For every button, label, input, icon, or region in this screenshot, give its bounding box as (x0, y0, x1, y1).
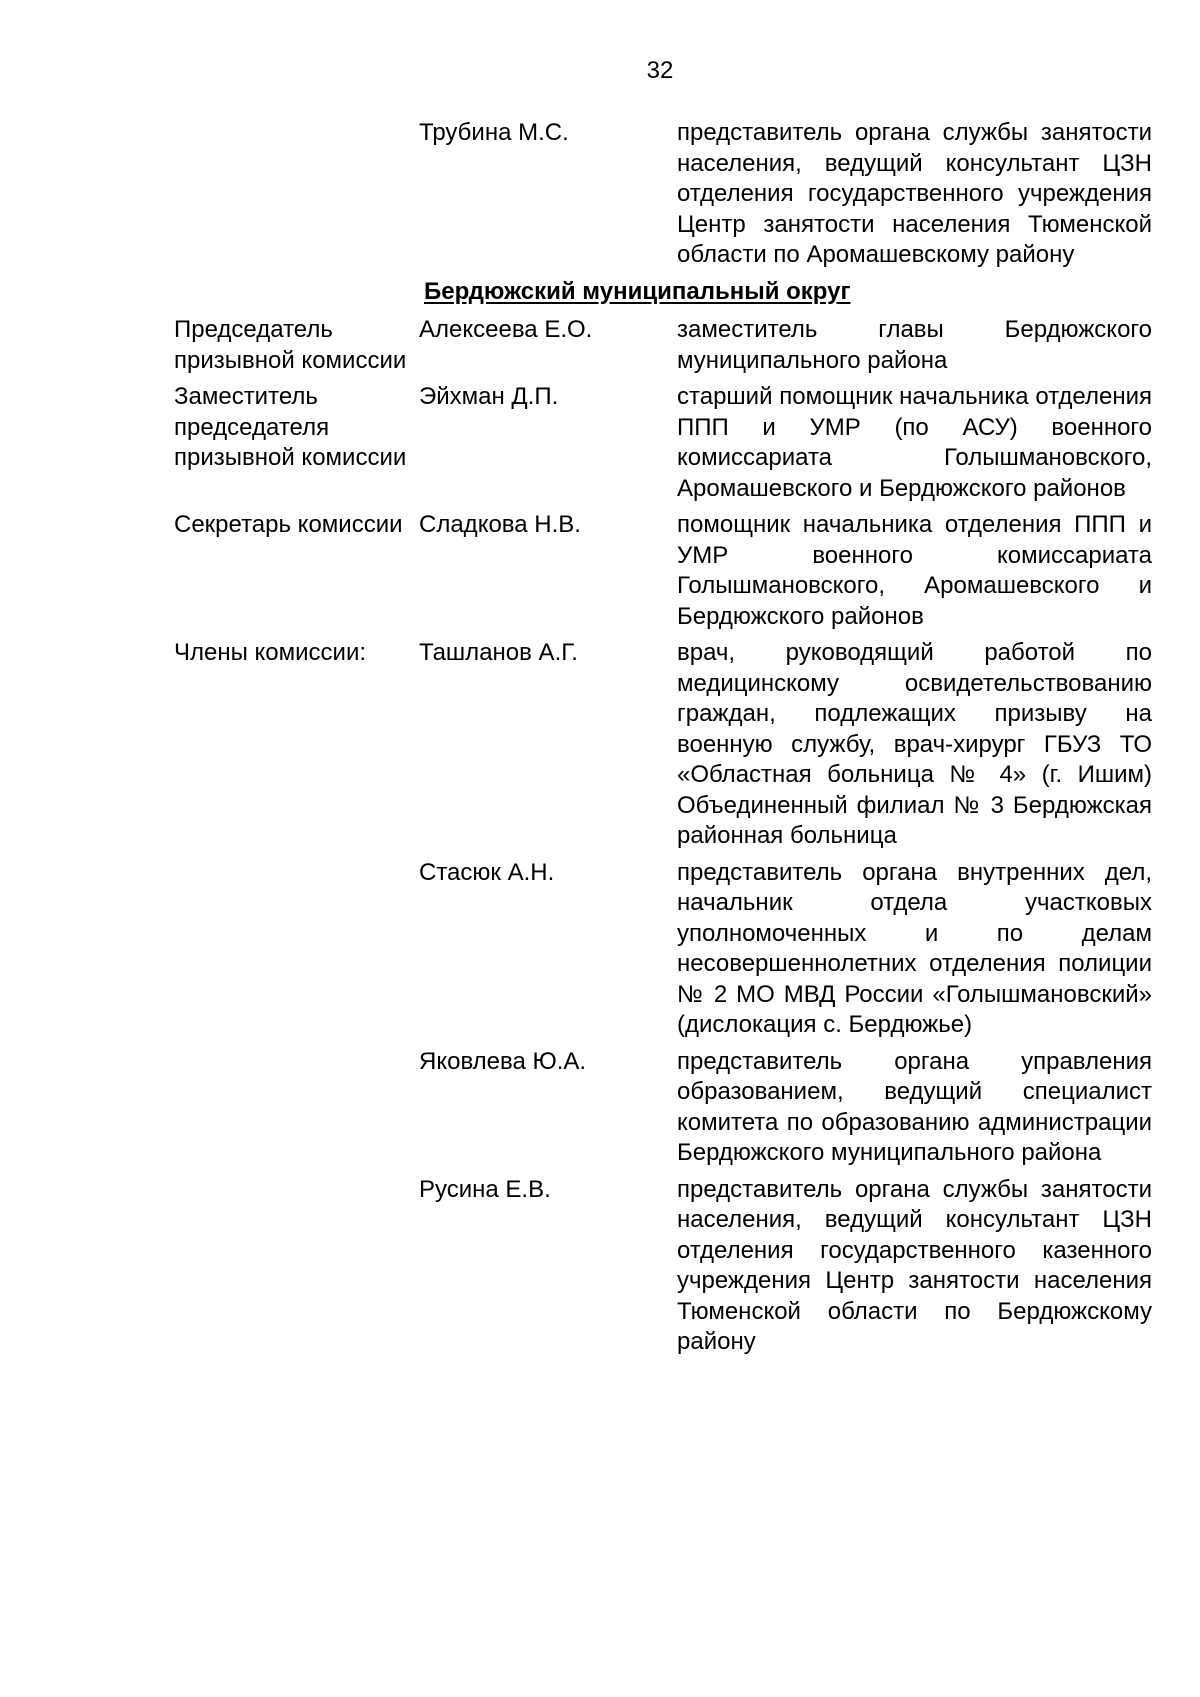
member-role: Председатель призывной комиссии (174, 316, 407, 374)
member-name: Сладкова Н.В. (419, 511, 581, 538)
member-row-tashlanov (174, 638, 1152, 852)
member-name: Стасюк А.Н. (419, 858, 555, 886)
member-description: представитель органа службы занятости населения, ведущий консультант ЦЗН отделения государственного казенного учреждения Центр занятости населения Тюменской области по Бердюжскому району (677, 1175, 1152, 1355)
member-name: Трубина М.С. (419, 119, 569, 146)
page-number: 32 (646, 57, 674, 84)
member-row-chairman (174, 315, 1152, 376)
member-row-secretary (174, 510, 1152, 632)
member-name: Эйхман Д.П. (419, 383, 559, 410)
member-name: Алексеева Е.О. (419, 316, 593, 343)
member-description: представитель органа службы занятости населения, ведущий консультант ЦЗН отделения государственного учреждения Центр занятости населения Тюменской области по Аромашевскому району (677, 119, 1152, 268)
member-name: Ташланов А.Г. (419, 639, 578, 666)
member-role: Заместитель председателя призывной комиссии (174, 383, 407, 471)
member-description: представитель органа управления образованием, ведущий специалист комитета по образованию администрации Бердюжского муниципального района (677, 1047, 1152, 1166)
member-role: Секретарь комиссии (174, 511, 403, 538)
member-row-trubina (174, 118, 1152, 271)
member-description: представитель органа внутренних дел, начальник отдела участковых уполномоченных и по делам несовершеннолетних отделения полиции № 2 МО МВД России «Голышмановский» (дислокация с. Бердюжье) (677, 858, 1152, 1038)
member-name: Русина Е.В. (419, 1175, 551, 1203)
member-row-stasyuk (174, 858, 1152, 1041)
member-description: заместитель главы Бердюжского муниципального района (677, 316, 1152, 374)
member-description: старший помощник начальника отделения ППП и УМР (по АСУ) военного комиссариата Голышмановского, Аромашевского и Бердюжского районов (677, 383, 1152, 502)
commission-list (174, 118, 1152, 1364)
member-row-yakovleva (174, 1047, 1152, 1169)
member-role: Члены комиссии: (174, 639, 367, 666)
member-row-deputy (174, 382, 1152, 504)
member-row-rusina (174, 1175, 1152, 1358)
member-description: врач, руководящий работой по медицинскому освидетельствованию граждан, подлежащих призыву на военную службу, врач-хирург ГБУЗ ТО «Областная больница № 4» (г. Ишим) Объединенный филиал № 3 Бердюжская районная больница (677, 639, 1152, 849)
section-title: Бердюжский муниципальный округ (424, 277, 851, 305)
member-name: Яковлева Ю.А. (419, 1047, 587, 1075)
member-description: помощник начальника отделения ППП и УМР военного комиссариата Голышмановского, Аромашевского и Бердюжского районов (677, 511, 1152, 630)
